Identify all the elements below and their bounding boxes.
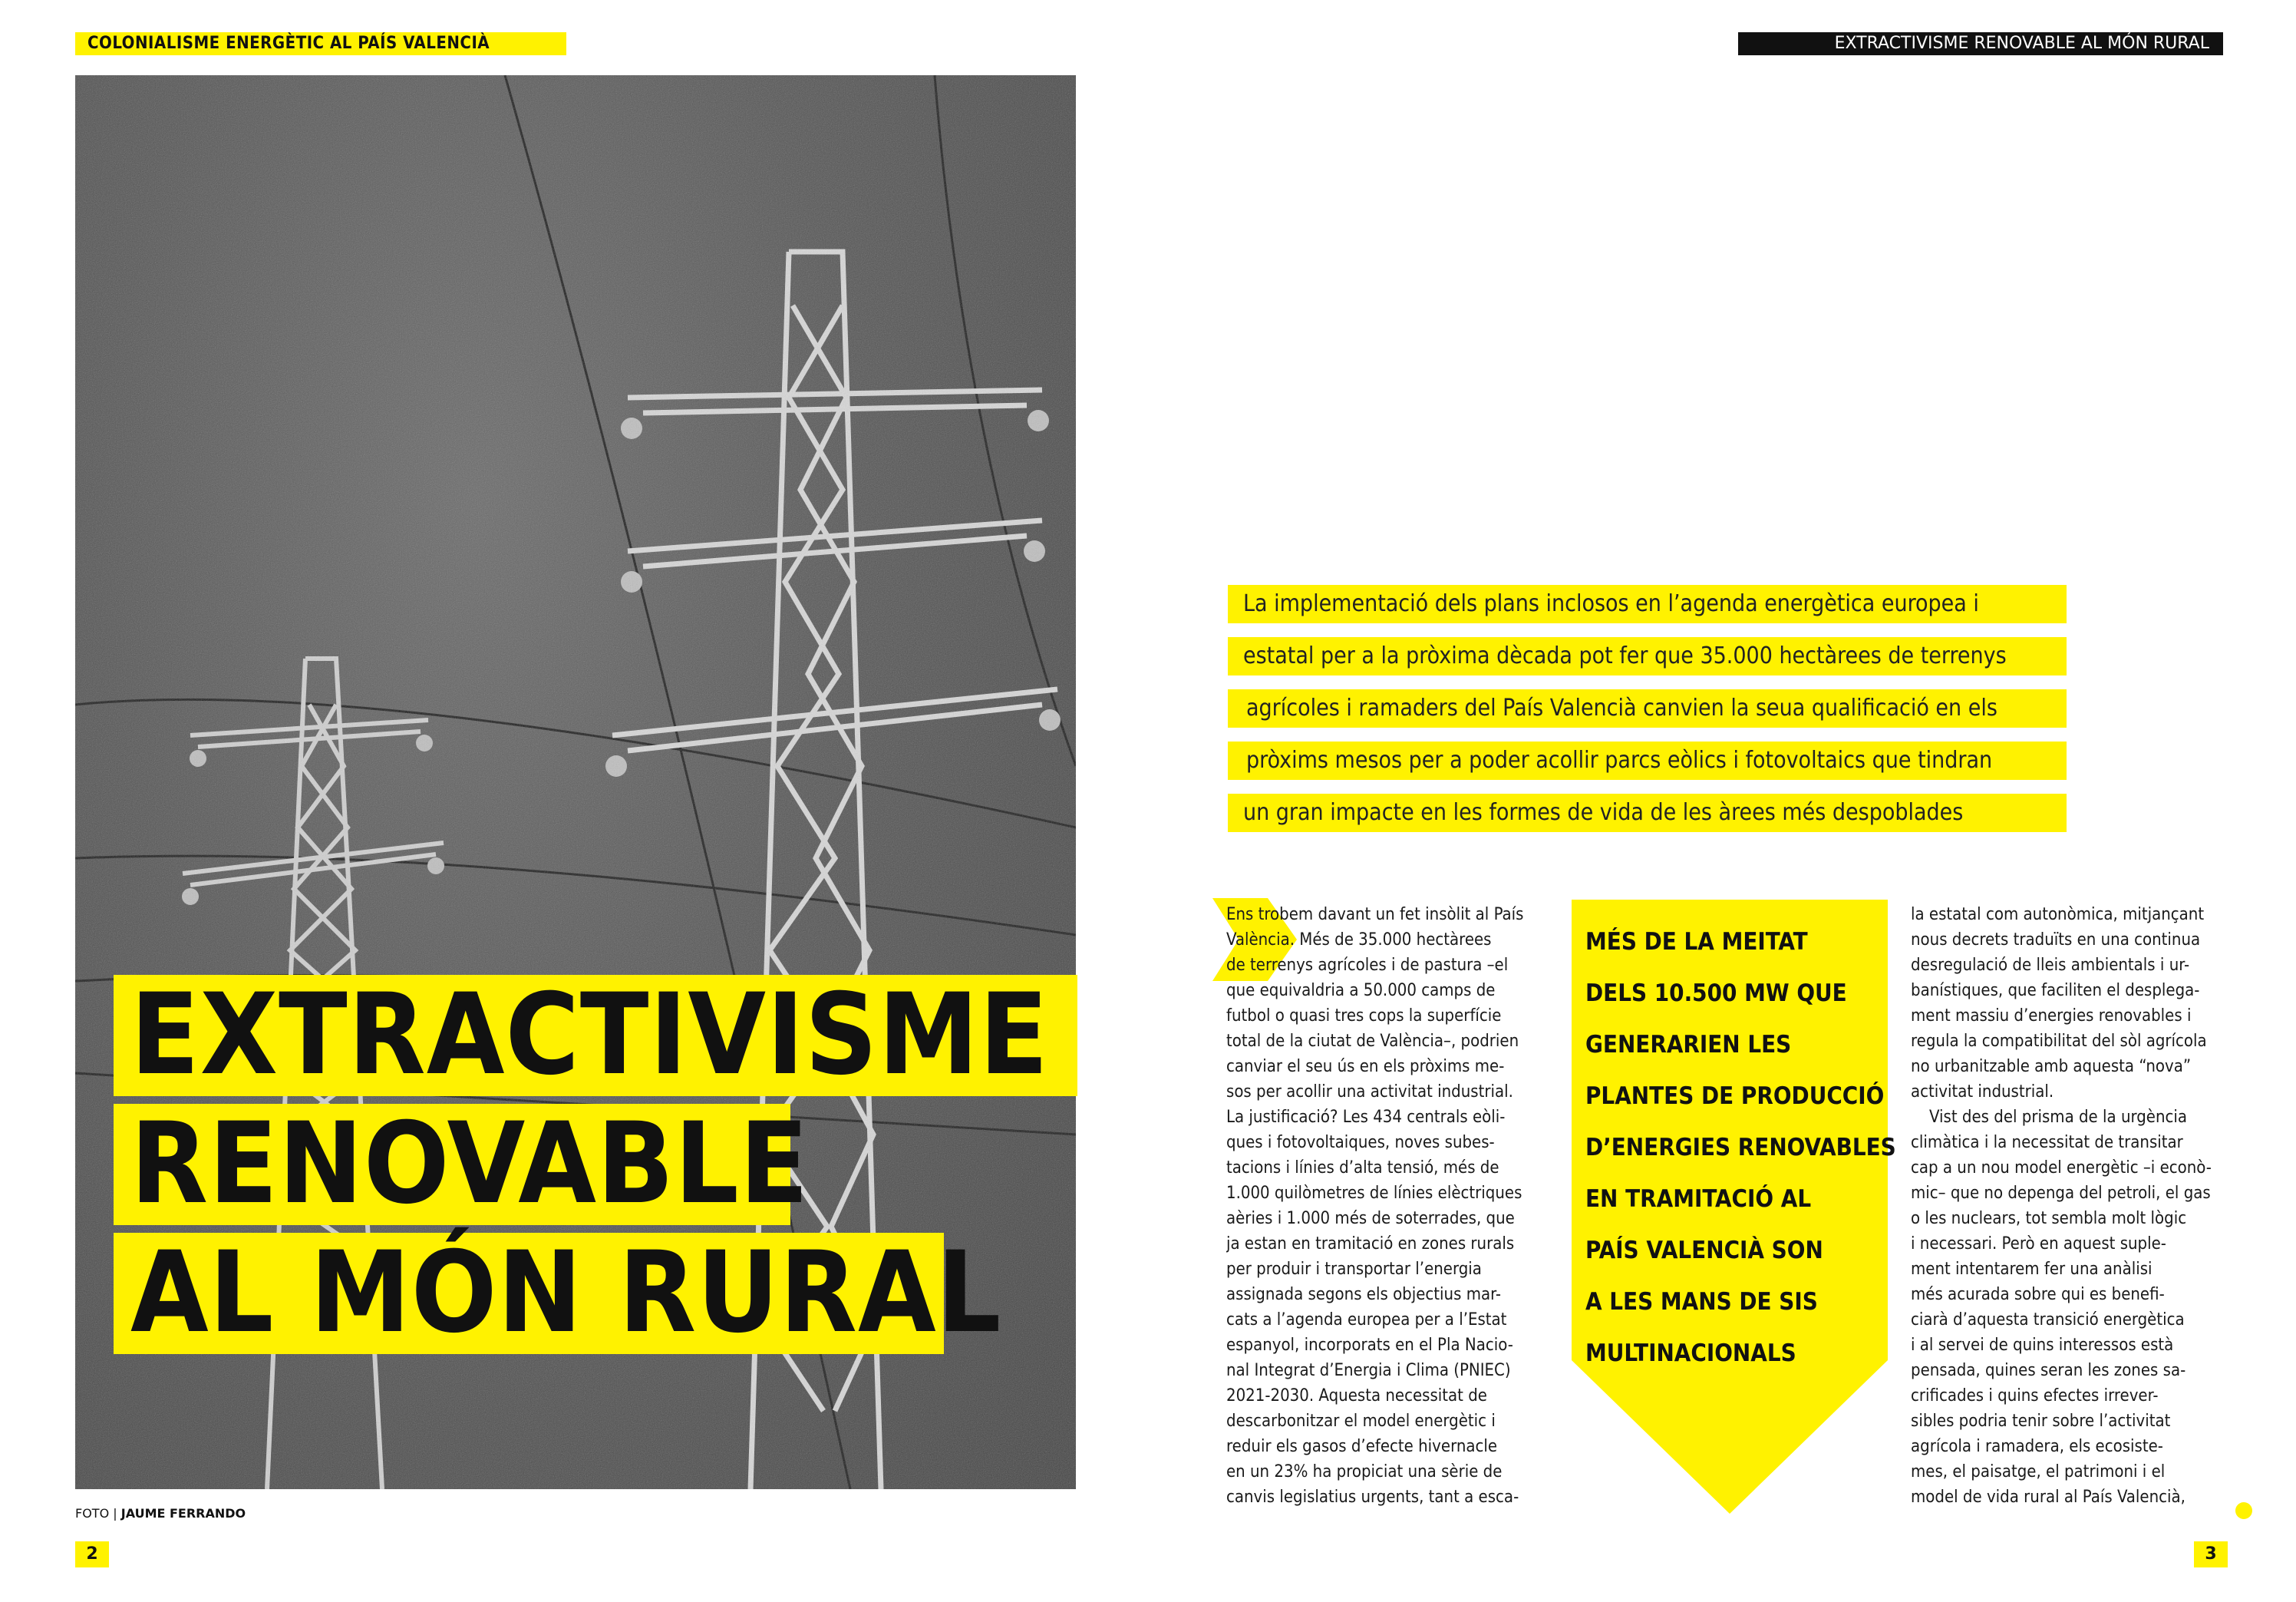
callout-line: PLANTES DE PRODUCCIÓ: [1585, 1082, 1885, 1110]
body-line: nous decrets traduïts en una continua: [1911, 930, 2201, 950]
body-line: futbol o quasi tres cops la superfície: [1226, 1006, 1502, 1026]
callout-box: [1572, 900, 1896, 1514]
end-of-article-dot-icon: [2235, 1502, 2252, 1519]
callout-line: DELS 10.500 MW QUE: [1585, 979, 1847, 1007]
body-line: banístiques, que faciliten el desplega-: [1911, 981, 2200, 1000]
body-line: aèries i 1.000 més de soterrades, que: [1226, 1209, 1515, 1228]
body-line: crificades i quins efectes irrever-: [1911, 1386, 2159, 1405]
body-line: cap a un nou model energètic –i econò-: [1911, 1158, 2212, 1178]
body-line: i necessari. Però en aquest suple-: [1911, 1234, 2166, 1254]
body-line: cats a l’agenda europea per a l’Estat: [1226, 1310, 1507, 1329]
body-line: i al servei de quins interessos està: [1911, 1336, 2174, 1355]
body-line: agrícola i ramadera, els ecosiste-: [1911, 1437, 2163, 1456]
page-number-right: 3: [2194, 1541, 2228, 1567]
body-line: de terrenys agrícoles i de pastura –el: [1226, 956, 1509, 975]
page-number-left: 2: [75, 1541, 109, 1567]
body-line: Vist des del prisma de la urgència: [1929, 1108, 2188, 1127]
body-line: model de vida rural al País Valencià,: [1911, 1488, 2185, 1507]
callout-line: EN TRAMITACIÓ AL: [1585, 1185, 1812, 1213]
body-line: no urbanitzable amb aquesta “nova”: [1911, 1057, 2192, 1076]
body-line: reduir els gasos d’efecte hivernacle: [1226, 1437, 1498, 1456]
body-line: canvis legislatius urgents, tant a esca-: [1226, 1488, 1519, 1507]
lead-line: agrícoles i ramaders del País Valencià canvien la seua qualificació en els: [1228, 689, 2067, 728]
body-line: la estatal com autonòmica, mitjançant: [1911, 905, 2205, 924]
running-header-left: COLONIALISME ENERGÈTIC AL PAÍS VALENCIÀ: [75, 32, 566, 55]
body-line: València. Més de 35.000 hectàrees: [1226, 930, 1492, 950]
lead-line: pròxims mesos per a poder acollir parcs eòlics i fotovoltaics que tindran: [1228, 742, 2067, 780]
body-line: ciarà d’aquesta transició energètica: [1911, 1310, 2185, 1329]
body-line: espanyol, incorporats en el Pla Nacio-: [1226, 1336, 1513, 1355]
title-line-2: RENOVABLE: [114, 1104, 790, 1225]
body-line: regula la compatibilitat del sòl agrícola: [1911, 1032, 2207, 1051]
body-line: descarbonitzar el model energètic i: [1226, 1412, 1496, 1431]
body-line: total de la ciutat de València–, podrien: [1226, 1032, 1519, 1051]
body-line: La justificació? Les 434 centrals eòli-: [1226, 1108, 1506, 1127]
body-line: sibles podria tenir sobre l’activitat: [1911, 1412, 2171, 1431]
photo-credit: [75, 1506, 246, 1521]
callout-line: PAÍS VALENCIÀ SON: [1585, 1237, 1823, 1264]
body-line: desregulació de lleis ambientals i ur-: [1911, 956, 2190, 975]
body-line: assignada segons els objectius mar-: [1226, 1285, 1501, 1304]
body-line: ment intentarem fer una anàlisi: [1911, 1260, 2152, 1279]
body-line: per produir i transportar l’energia: [1226, 1260, 1482, 1279]
body-line: mes, el paisatge, el patrimoni i el: [1911, 1462, 2166, 1481]
body-line: Ens trobem davant un fet insòlit al País: [1226, 905, 1524, 924]
body-line: o les nuclears, tot sembla molt lògic: [1911, 1209, 2187, 1228]
body-line: que equivaldria a 50.000 camps de: [1226, 981, 1496, 1000]
callout-line: MULTINACIONALS: [1585, 1339, 1796, 1367]
title-line-3: AL MÓN RURAL: [114, 1233, 944, 1354]
body-line: pensada, quines seran les zones sa-: [1911, 1361, 2186, 1380]
callout-line: MÉS DE LA MEITAT: [1585, 928, 1808, 956]
callout-line: D’ENERGIES RENOVABLES: [1585, 1134, 1896, 1161]
body-line: mic– que no depenga del petroli, el gas: [1911, 1184, 2211, 1203]
body-line: activitat industrial.: [1911, 1082, 2054, 1102]
lead-line: La implementació dels plans inclosos en l’agenda energètica europea i: [1228, 585, 2067, 623]
body-line: climàtica i la necessitat de transitar: [1911, 1133, 2183, 1152]
running-header-right: EXTRACTIVISME RENOVABLE AL MÓN RURAL: [1738, 32, 2223, 55]
body-line: canviar el seu ús en els pròxims me-: [1226, 1057, 1505, 1076]
photo-credit-name: JAUME FERRANDO: [120, 1506, 246, 1521]
body-line: ja estan en tramitació en zones rurals: [1226, 1234, 1515, 1254]
photo-credit-prefix: FOTO |: [75, 1506, 121, 1521]
callout-text: [1585, 917, 1896, 1379]
body-line: tacions i línies d’alta tensió, més de: [1226, 1158, 1499, 1178]
body-line: ment massiu d’energies renovables i: [1911, 1006, 2192, 1026]
body-column-2: [1911, 902, 2233, 1510]
title-line-1: EXTRACTIVISME: [114, 975, 1077, 1096]
callout-line: GENERARIEN LES: [1585, 1031, 1792, 1059]
body-column-1: [1226, 902, 1549, 1510]
body-line: ques i fotovoltaiques, noves subes-: [1226, 1133, 1495, 1152]
body-line: 2021-2030. Aquesta necessitat de: [1226, 1386, 1487, 1405]
body-line: nal Integrat d’Energia i Clima (PNIEC): [1226, 1361, 1511, 1380]
lead-line: estatal per a la pròxima dècada pot fer que 35.000 hectàrees de terrenys: [1228, 637, 2067, 675]
body-line: més acurada sobre qui es benefi-: [1911, 1285, 2165, 1304]
body-line: 1.000 quilòmetres de línies elèctriques: [1226, 1184, 1522, 1203]
body-line: en un 23% ha propiciat una sèrie de: [1226, 1462, 1503, 1481]
callout-line: A LES MANS DE SIS: [1585, 1288, 1818, 1316]
body-line: sos per acollir una activitat industrial.: [1226, 1082, 1513, 1102]
lead-line: un gran impacte en les formes de vida de les àrees més despoblades: [1228, 794, 2067, 832]
